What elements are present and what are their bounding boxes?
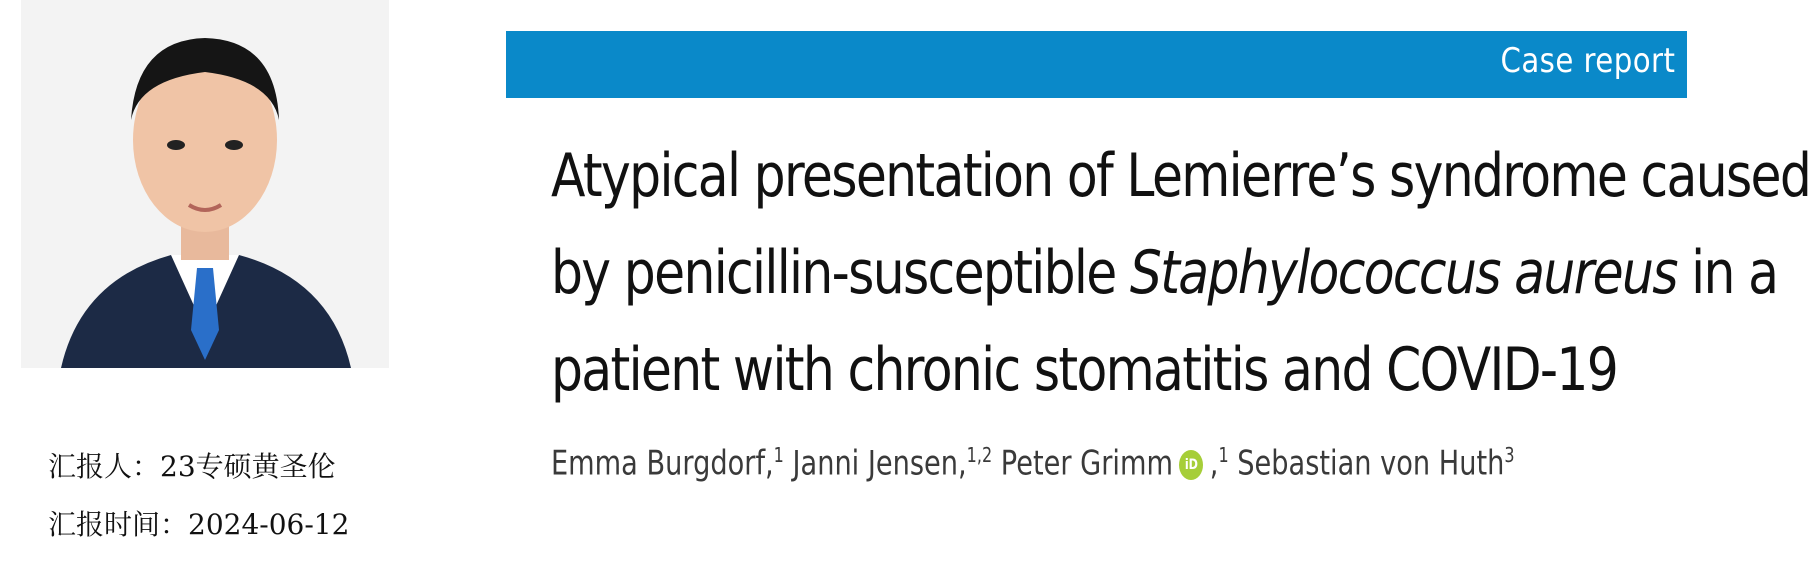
title-line-2 — [551, 225, 1778, 322]
article-title — [551, 128, 1810, 419]
author-affiliation: 3 — [1504, 443, 1515, 467]
article-type-label: Case report — [1500, 41, 1675, 81]
article-type-banner — [506, 31, 1687, 98]
author-name: Emma Burgdorf, — [551, 443, 774, 484]
reporter-line: 汇报人：23专硕黄圣伦 — [48, 450, 336, 483]
title-organism-name: Staphylococcus aureus — [1129, 238, 1677, 308]
author-affiliation: 1 — [773, 443, 784, 467]
title-line-3: patient with chronic stomatitis and COVID-19 — [551, 335, 1618, 405]
title-line-2-suffix: in a — [1676, 238, 1778, 308]
orcid-icon[interactable]: iD — [1179, 450, 1203, 480]
report-date-line: 汇报时间：2024-06-12 — [48, 508, 350, 541]
author-name: Janni Jensen, — [792, 443, 967, 484]
author-name: Sebastian von Huth — [1237, 443, 1505, 484]
presenter-info — [48, 450, 349, 566]
presenter-photo — [21, 0, 389, 368]
author-affiliation: 1,2 — [966, 443, 993, 467]
author-name: Peter Grimm — [1000, 443, 1173, 484]
author-separator: , — [1209, 443, 1219, 484]
author-list — [551, 443, 1515, 484]
author-affiliation: 1 — [1218, 443, 1229, 467]
title-line-2-prefix: by penicillin-susceptible — [551, 238, 1130, 308]
title-line-1: Atypical presentation of Lemierre’s syndrome caused — [551, 141, 1810, 211]
